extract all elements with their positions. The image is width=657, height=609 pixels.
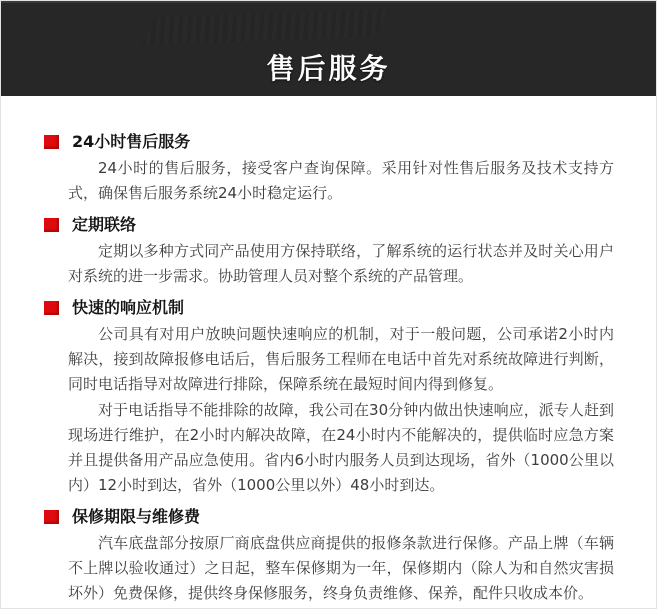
section-24h-service xyxy=(44,132,612,206)
section-heading: 24小时售后服务 xyxy=(72,132,191,151)
red-square-bullet-icon xyxy=(44,301,59,315)
section-warranty-fees xyxy=(44,507,612,606)
section-rapid-response xyxy=(44,298,612,498)
watermark-smudge xyxy=(141,9,391,45)
section-header xyxy=(44,507,612,527)
section-paragraph: 汽车底盘部分按原厂商底盘供应商提供的报修条款进行保修。产品上牌（车辆不上牌以验收通过）之日起，整车保修期为一年，保修期内（除人为和自然灾害损坏外）免费保修，提供终身保修服务，终身负责维修、保养，配件只收成本价。 xyxy=(68,534,614,602)
section-paragraph: 定期以多种方式同产品使用方保持联络，了解系统的运行状态并及时关心用户对系统的进一步需求。协助管理人员对整个系统的产品管理。 xyxy=(68,242,614,285)
section-paragraph: 公司具有对用户放映问题快速响应的机制，对于一般问题，公司承诺2小时内解决，接到故障报修电话后，售后服务工程师在电话中首先对系统故障进行判断，同时电话指导对故障进行排除，保障系统在最短时间内得到修复。 xyxy=(68,325,614,393)
content-area xyxy=(1,96,656,606)
section-paragraph: 对于电话指导不能排除的故障，我公司在30分钟内做出快速响应，派专人赶到现场进行维护，在2小时内解决故障，在24小时内不能解决的，提供临时应急方案并且提供备用产品应急使用。省内6小时内服务人员到达现场，省外（1000公里以内）12小时到达，省外（1000公里以外）48小时到达。 xyxy=(68,401,614,494)
section-regular-contact xyxy=(44,215,612,289)
page-title: 售后服务 xyxy=(266,52,391,85)
red-square-bullet-icon xyxy=(44,135,59,149)
section-heading: 保修期限与维修费 xyxy=(72,507,201,526)
header-banner xyxy=(1,1,656,96)
section-heading: 定期联络 xyxy=(72,215,137,234)
section-header xyxy=(44,298,612,318)
section-header xyxy=(44,132,612,152)
section-paragraph: 24小时的售后服务，接受客户查询保障。采用针对性售后服务及技术支持方式，确保售后服务系统24小时稳定运行。 xyxy=(68,159,614,202)
red-square-bullet-icon xyxy=(44,510,59,524)
section-header xyxy=(44,215,612,235)
red-square-bullet-icon xyxy=(44,218,59,232)
section-heading: 快速的响应机制 xyxy=(72,298,185,317)
